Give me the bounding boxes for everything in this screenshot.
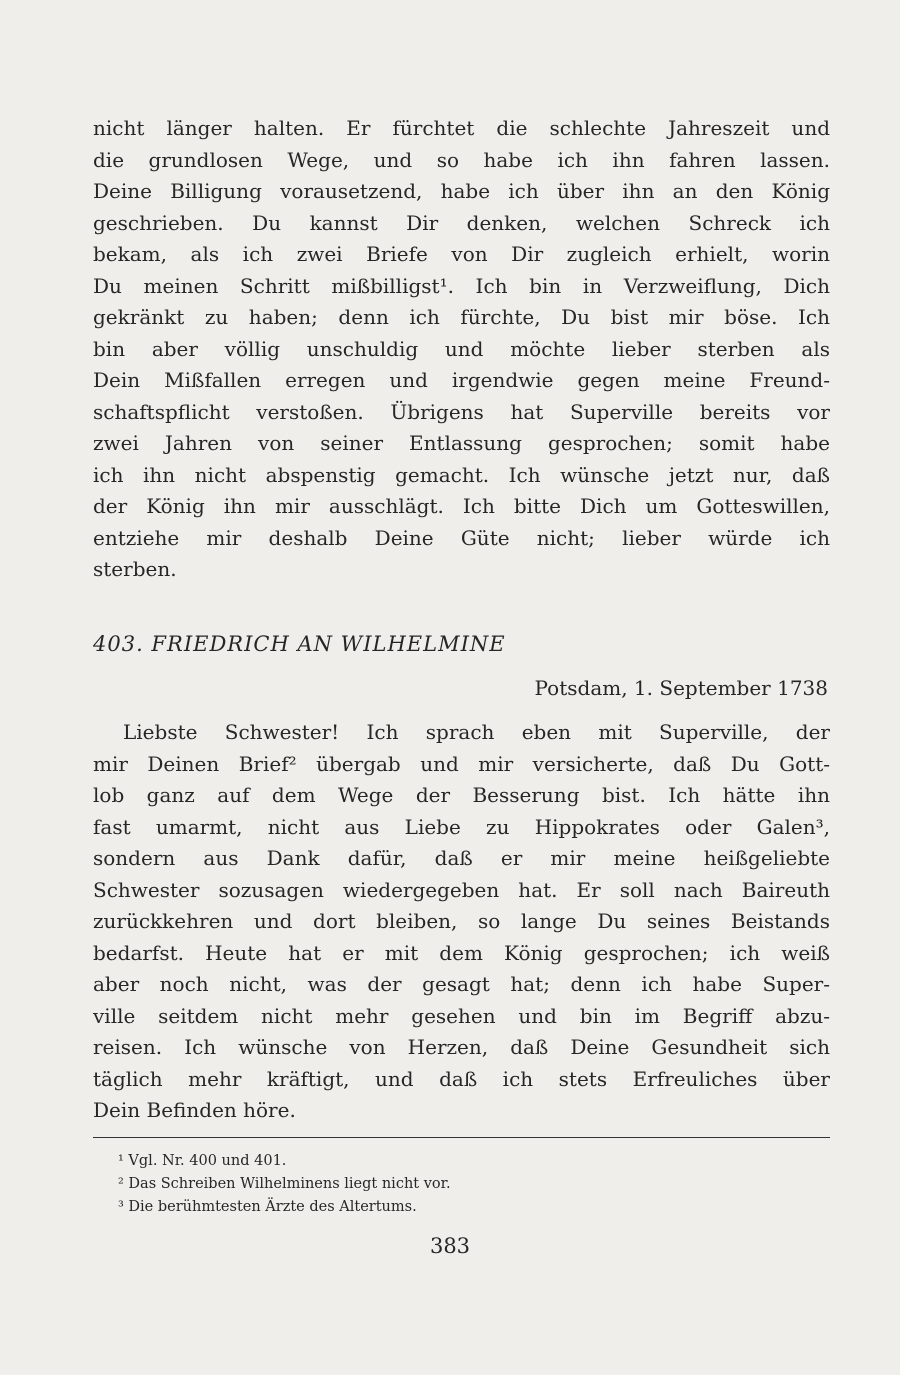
- text-line: aber noch nicht, was der gesagt hat; denn ich habe Super-: [93, 972, 830, 996]
- footnote-divider: [93, 1137, 830, 1138]
- text-line: Du meinen Schritt mißbilligst¹. Ich bin in Verzweiflung, Dich: [93, 273, 830, 298]
- text-line: reisen. Ich wünsche von Herzen, daß Deine Gesundheit sich: [93, 1035, 830, 1059]
- text-line: täglich mehr kräftigt, und daß ich stets Erfreuliches über: [93, 1066, 830, 1091]
- text-line: Dein Mißfallen erregen und irgendwie gegen meine Freund-: [93, 368, 830, 392]
- text-line: Liebste Schwester! Ich sprach eben mit Superville, der: [123, 720, 830, 744]
- text-line: schaftspflicht verstoßen. Übrigens hat Superville bereits vor: [93, 399, 830, 424]
- text-line: ich ihn nicht abspenstig gemacht. Ich wünsche jetzt nur, daß: [93, 462, 830, 487]
- page-number: 383: [429, 1234, 471, 1258]
- text-line: bekam, als ich zwei Briefe von Dir zugleich erhielt, worin: [93, 242, 830, 266]
- text-line: zurückkehren und dort bleiben, so lange Du seines Beistands: [93, 909, 830, 933]
- footnote: ² Das Schreiben Wilhelminens liegt nicht vor.: [118, 1176, 451, 1192]
- text-line: fast umarmt, nicht aus Liebe zu Hippokrates oder Galen³,: [93, 814, 830, 839]
- text-line: gekränkt zu haben; denn ich fürchte, Du bist mir böse. Ich: [93, 305, 830, 329]
- text-line: Dein Befinden höre.: [93, 1098, 296, 1122]
- paragraph-1: [93, 113, 830, 586]
- footnotes: [118, 1150, 451, 1219]
- text-line: sondern aus Dank dafür, daß er mir meine heißgeliebte: [93, 846, 830, 870]
- text-line: sterben.: [93, 557, 177, 581]
- text-line: geschrieben. Du kannst Dir denken, welchen Schreck ich: [93, 210, 830, 235]
- paragraph-2: [93, 717, 830, 1127]
- text-line: nicht länger halten. Er fürchtet die schlechte Jahreszeit und: [93, 116, 830, 140]
- text-line: bedarfst. Heute hat er mit dem König gesprochen; ich weiß: [93, 940, 830, 965]
- text-line: zwei Jahren von seiner Entlassung gesprochen; somit habe: [93, 431, 830, 455]
- text-line: lob ganz auf dem Wege der Besserung bist. Ich hätte ihn: [93, 783, 830, 807]
- text-line: der König ihn mir ausschlägt. Ich bitte Dich um Gotteswillen,: [93, 494, 830, 518]
- dateline: Potsdam, 1. September 1738: [534, 676, 828, 700]
- text-line: entziehe mir deshalb Deine Güte nicht; lieber würde ich: [93, 525, 830, 550]
- text-line: die grundlosen Wege, und so habe ich ihn fahren lassen.: [93, 147, 830, 172]
- text-line: mir Deinen Brief² übergab und mir versicherte, daß Du Gott-: [93, 751, 830, 776]
- text-line: bin aber völlig unschuldig und möchte lieber sterben als: [93, 336, 830, 361]
- letter-heading: 403. FRIEDRICH AN WILHELMINE: [93, 632, 506, 656]
- footnote: ³ Die berühmtesten Ärzte des Altertums.: [118, 1199, 417, 1215]
- text-line: ville seitdem nicht mehr gesehen und bin im Begriff abzu-: [93, 1003, 830, 1028]
- text-line: Deine Billigung vorausetzend, habe ich über ihn an den König: [93, 179, 830, 203]
- text-line: Schwester sozusagen wiedergegeben hat. Er soll nach Baireuth: [93, 877, 830, 902]
- footnote: ¹ Vgl. Nr. 400 und 401.: [118, 1153, 287, 1169]
